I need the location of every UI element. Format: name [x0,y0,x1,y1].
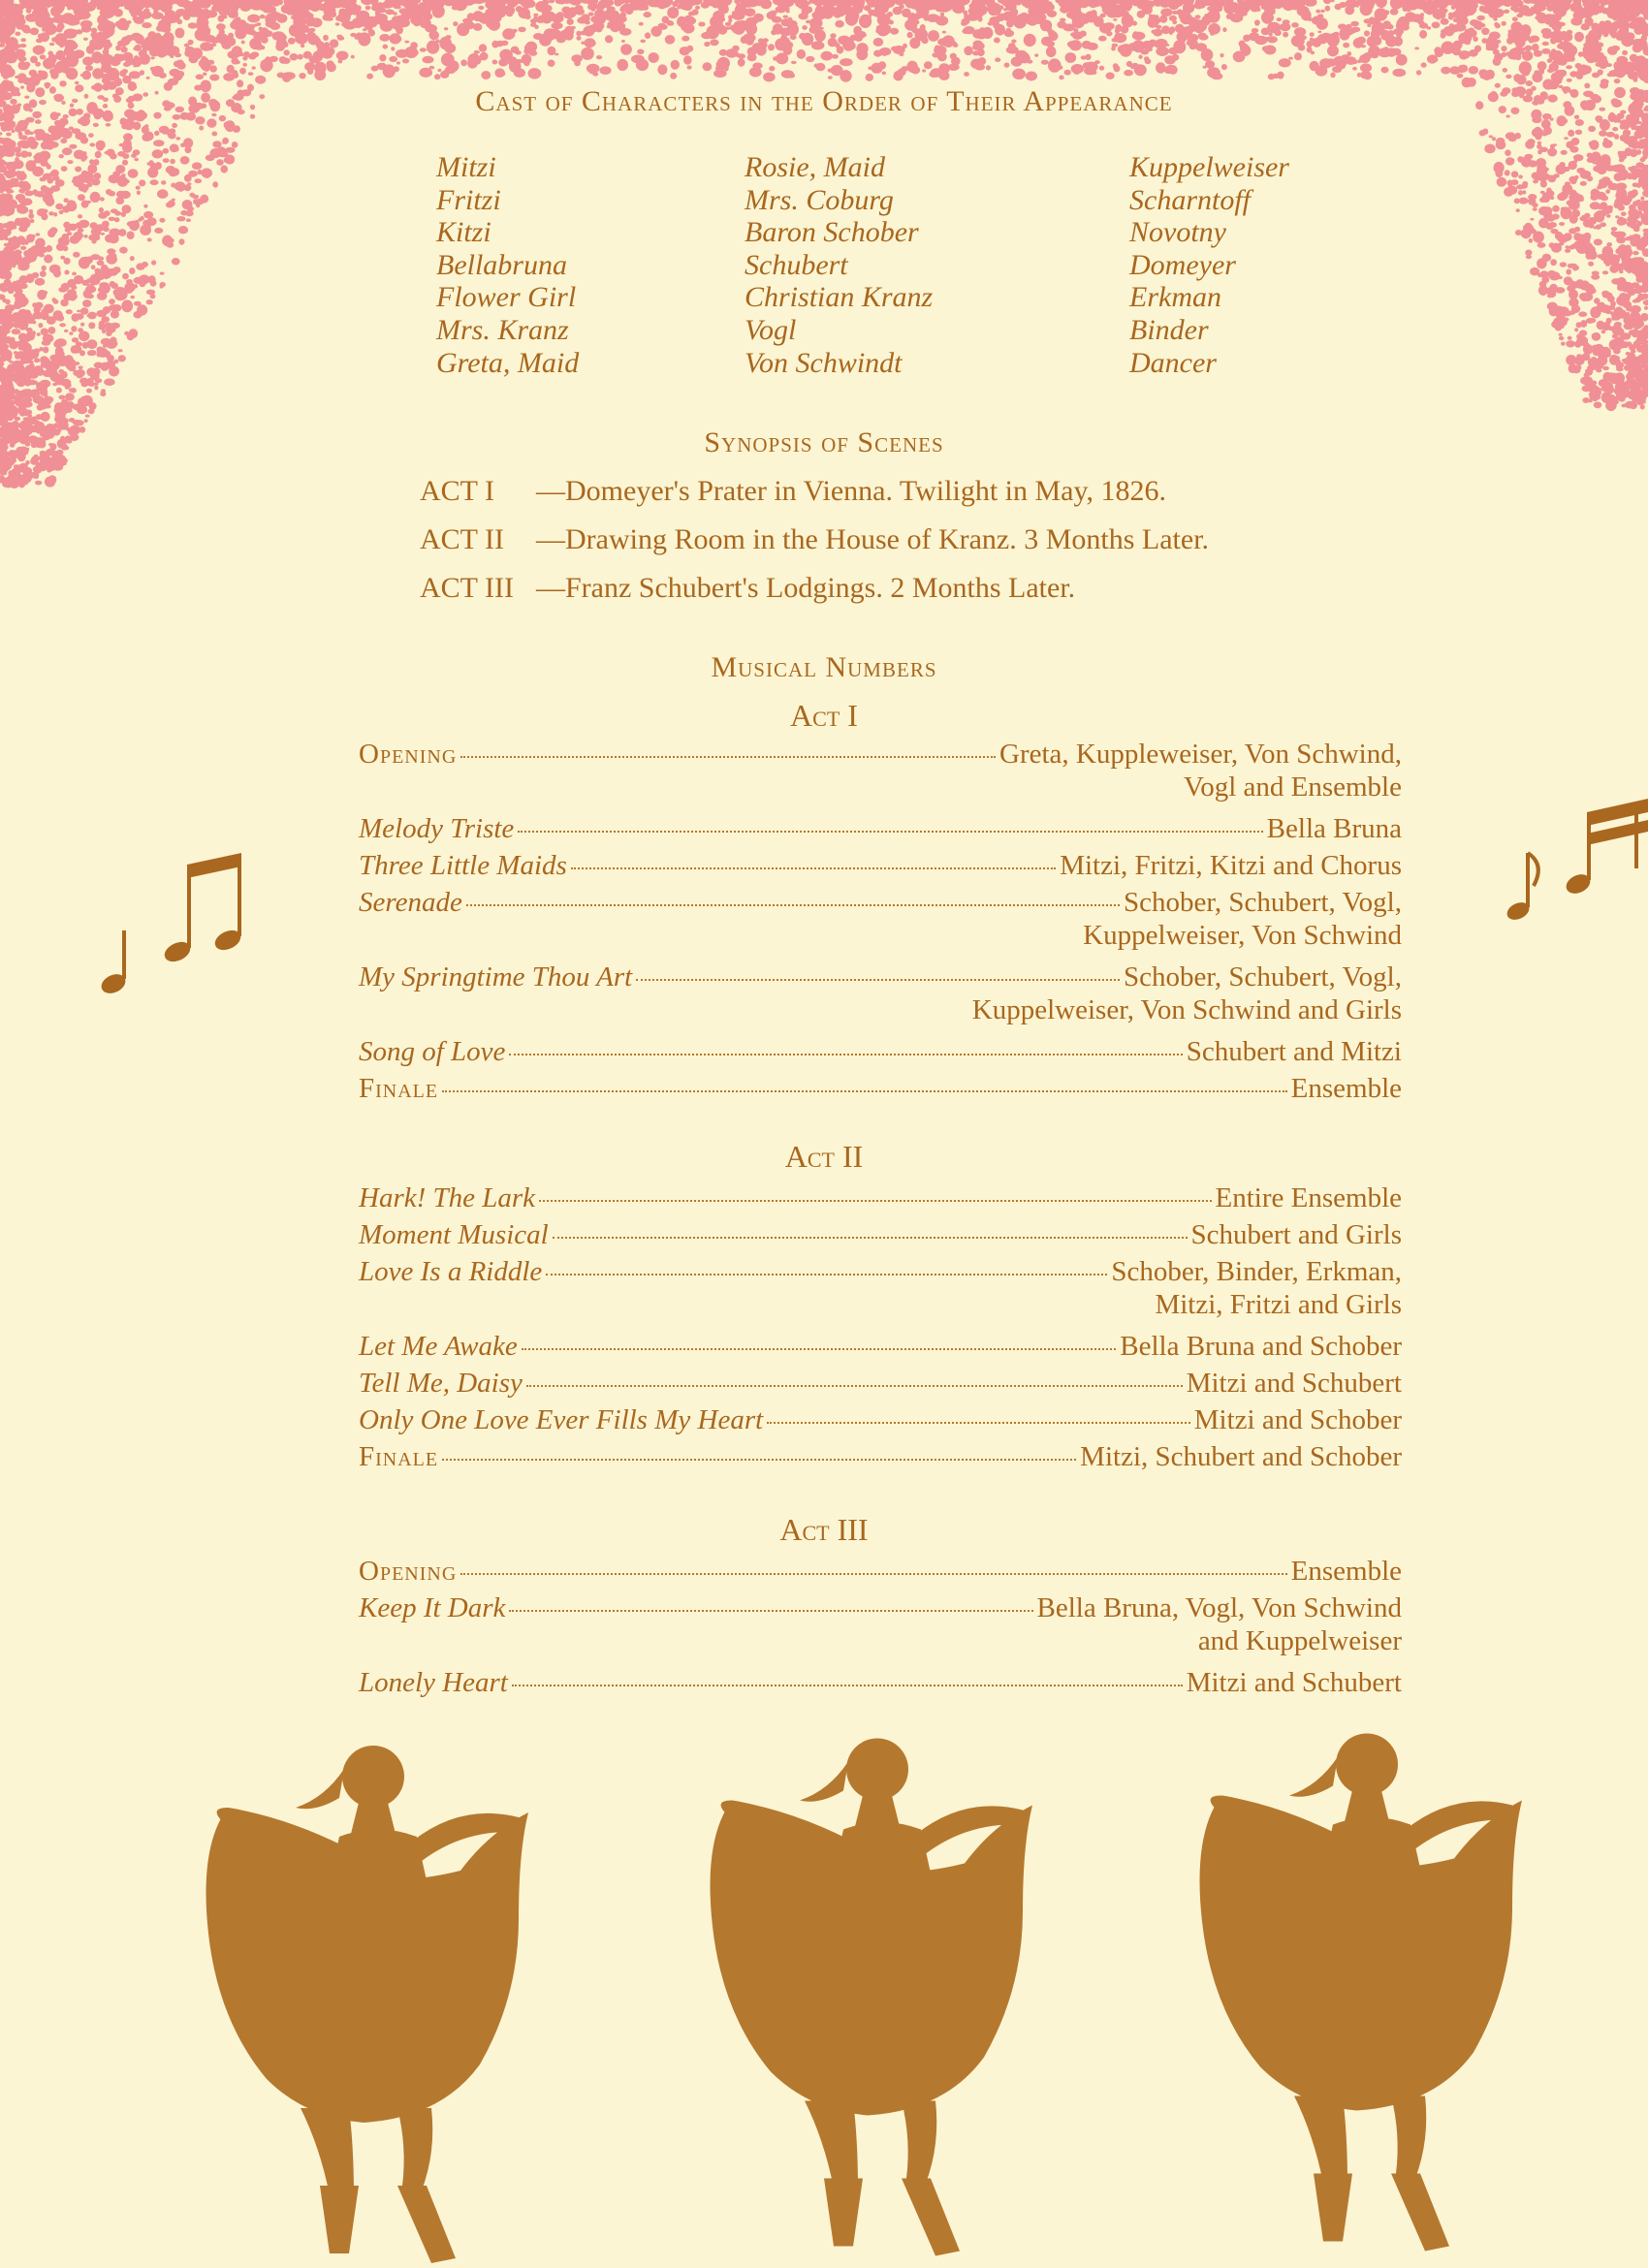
scene-act: ACT II [420,523,504,555]
number-performers: Ensemble [1290,1073,1402,1104]
act-heading: Act III [779,1512,869,1547]
number-performers: Mitzi and Schubert [1186,1368,1402,1399]
cast-name: Bellabruna [436,248,567,281]
cast-name: Rosie, Maid [745,151,885,183]
number-performers: Schober, Schubert, Vogl, [1124,961,1402,992]
cast-name: Mrs. Coburg [745,183,894,216]
music-note-icon [1501,795,1648,930]
cast-name: Christian Kranz [745,281,934,314]
number-performers: Mitzi and Schubert [1186,1667,1402,1698]
number-performers-continued: Mitzi, Fritzi and Girls [1155,1289,1402,1320]
number-performers: Schubert and Mitzi [1186,1036,1402,1067]
musical-number [359,850,1402,882]
musical-number [359,1036,1402,1068]
number-title: Finale [359,1073,439,1104]
musical-number [359,1073,1402,1105]
cast-name: Erkman [1129,281,1221,314]
cast-heading: Cast of Characters in the Order of Their Appearance [475,85,1173,117]
scene-description: —Domeyer's Prater in Vienna. Twilight in May, 1826. [536,475,1167,507]
dancer-silhouette-icon [1158,1706,1566,2268]
number-title: Serenade [359,887,462,918]
musical-number [359,739,1402,804]
number-performers-continued: and Kuppelweiser [1197,1625,1402,1656]
dancer-silhouette-icon [165,1730,572,2268]
musical-number [359,1182,1402,1214]
number-performers: Greta, Kuppleweiser, Von Schwind, [999,739,1402,770]
dot-leader [526,1385,1183,1387]
dot-leader [442,1090,1287,1092]
cast-name: Baron Schober [745,216,919,249]
dot-leader [466,904,1120,906]
number-title: Love Is a Riddle [359,1256,543,1287]
cast-name: Von Schwindt [745,346,903,379]
musical-numbers-heading: Musical Numbers [711,651,937,683]
scene-act: ACT III [420,572,514,604]
musical-number [359,813,1402,845]
cast-name: Greta, Maid [436,346,580,379]
number-title: Moment Musical [359,1219,549,1250]
number-title: Melody Triste [359,813,515,844]
number-performers: Mitzi, Fritzi, Kitzi and Chorus [1060,850,1402,881]
dot-leader [460,756,996,758]
musical-number [359,1368,1402,1400]
dot-leader [512,1685,1183,1686]
number-title: My Springtime Thou Art [359,961,633,992]
cast-name: Domeyer [1129,248,1236,281]
dot-leader [767,1422,1190,1424]
number-title: Three Little Maids [359,850,567,881]
number-title: Let Me Awake [359,1331,518,1362]
scene-act: ACT I [420,475,494,507]
musical-number [359,1404,1402,1436]
cast-name: Kitzi [436,216,491,249]
cast-column-1 [436,151,579,379]
musical-number [359,1256,1402,1322]
dot-leader [442,1459,1076,1461]
musical-number [359,1441,1402,1473]
dot-leader [518,831,1262,833]
cast-name: Dancer [1129,346,1217,379]
cast-column-3 [1129,151,1289,379]
dot-leader [546,1274,1107,1276]
cast-column-2 [745,151,933,379]
cast-name: Vogl [745,313,797,346]
cast-name: Kuppelweiser [1129,151,1289,183]
cast-name: Binder [1129,313,1209,346]
number-performers-continued: Vogl and Ensemble [1184,772,1402,803]
cast-name: Fritzi [436,183,501,216]
scene-row [420,475,1166,508]
number-title: Tell Me, Daisy [359,1368,523,1399]
dot-leader [636,979,1120,981]
number-performers: Mitzi and Schober [1193,1404,1402,1435]
number-performers: Mitzi, Schubert and Schober [1080,1441,1402,1472]
number-title: Finale [359,1441,439,1472]
musical-number [359,1592,1402,1658]
cast-name: Schubert [745,248,848,281]
act-heading: Act II [784,1139,864,1174]
musical-number [359,887,1402,953]
number-performers-continued: Kuppelweiser, Von Schwind [1083,920,1402,951]
number-performers: Schubert and Girls [1190,1219,1402,1250]
number-title: Opening [359,1556,458,1587]
number-performers: Schober, Schubert, Vogl, [1124,887,1402,918]
number-title: Hark! The Lark [359,1182,536,1213]
dot-leader [571,867,1056,869]
dot-leader [509,1610,1032,1612]
musical-number [359,961,1402,1027]
number-performers: Entire Ensemble [1215,1182,1402,1213]
musical-number [359,1667,1402,1699]
cast-name: Scharntoff [1129,183,1251,216]
number-title: Song of Love [359,1036,506,1067]
scene-row [420,572,1075,605]
dot-leader [539,1200,1211,1202]
scene-description: —Franz Schubert's Lodgings. 2 Months Later. [536,572,1076,604]
cast-name: Novotny [1129,216,1226,249]
dot-leader [509,1054,1182,1055]
number-title: Only One Love Ever Fills My Heart [359,1404,764,1435]
number-title: Opening [359,739,458,770]
dot-leader [553,1237,1188,1239]
cast-name: Mrs. Kranz [436,313,569,346]
number-title: Lonely Heart [359,1667,508,1698]
dot-leader [460,1573,1286,1575]
scene-description: —Drawing Room in the House of Kranz. 3 Months Later. [536,523,1210,555]
number-performers: Bella Bruna, Vogl, Von Schwind [1036,1592,1402,1623]
cast-name: Flower Girl [436,281,577,314]
synopsis-heading: Synopsis of Scenes [704,426,944,458]
musical-number [359,1331,1402,1363]
musical-number [359,1219,1402,1251]
number-performers: Bella Bruna and Schober [1120,1331,1402,1362]
dot-leader [522,1348,1117,1350]
number-title: Keep It Dark [359,1592,506,1623]
number-performers: Bella Bruna [1266,813,1402,844]
number-performers: Ensemble [1290,1556,1402,1587]
scene-row [420,523,1209,556]
music-note-icon [92,843,257,1008]
number-performers-continued: Kuppelweiser, Von Schwind and Girls [971,994,1402,1025]
number-performers: Schober, Binder, Erkman, [1111,1256,1402,1287]
dancer-silhouette-icon [669,1716,1076,2268]
cast-name: Mitzi [436,151,496,183]
act-heading: Act I [790,698,858,733]
musical-number [359,1556,1402,1588]
